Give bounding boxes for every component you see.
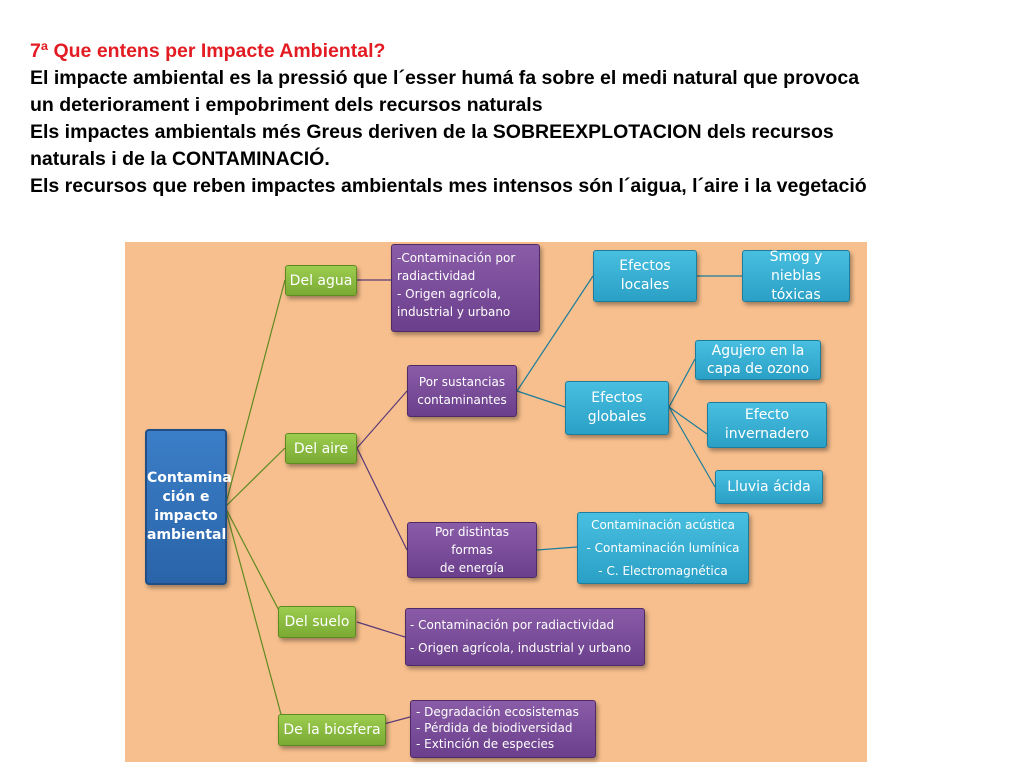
root-line-3: impacto: [154, 508, 218, 524]
agua-detail-3: - Origen agrícola,: [397, 287, 501, 301]
severe-impacts-line-1: Els impactes ambientals més Greus deriven de la SOBREEXPLOTACION dels recursos: [30, 121, 834, 143]
root-node-contaminacion-impacto-ambiental: [145, 429, 232, 585]
energia-line-1: Por distintas formas: [434, 525, 510, 557]
agujero-line-2: capa de ozono: [706, 361, 810, 377]
root-line-4: ambiental: [147, 527, 227, 543]
efectos-locales-line-1: Efectos: [619, 258, 671, 274]
branch-del-aire: Del aire: [285, 433, 357, 464]
smog-line-2: tóxicas: [771, 286, 821, 303]
agujero-line-1: Agujero en la: [711, 343, 805, 359]
suelo-detail-1: - Contaminación por radiactividad: [410, 618, 615, 632]
biosfera-detail-2: - Pérdida de biodiversidad: [416, 721, 573, 735]
branch-del-agua: Del agua: [285, 265, 357, 296]
concept-map: [125, 242, 867, 762]
severe-impacts-line-2: naturals i de la CONTAMINACIÓ.: [30, 148, 330, 170]
energia-line-2: de energía: [439, 561, 505, 575]
agujero-ozono-node: [695, 340, 821, 380]
lluvia-acida-node: Lluvia ácida: [715, 470, 823, 504]
efectos-locales-line-2: locales: [620, 277, 670, 293]
aire-sustancias-contaminantes: [407, 365, 517, 417]
biosfera-details: [410, 700, 596, 758]
heading-text: [30, 38, 1000, 200]
smog-nieblas-node: [742, 250, 850, 302]
definition-line-1: El impacte ambiental es la pressió que l´esser humá fa sobre el medi natural que provoca: [30, 67, 860, 89]
sustancias-line-2: contaminantes: [417, 393, 507, 407]
efectos-locales-node: [593, 250, 697, 302]
question-title: 7ª Que entens per Impacte Ambiental?: [30, 40, 386, 62]
energia-effect-3: - C. Electromagnética: [598, 563, 728, 578]
root-line-2: ción e: [162, 489, 210, 505]
efectos-globales-line-2: globales: [587, 409, 647, 425]
invernadero-line-2: invernadero: [724, 426, 810, 442]
branch-de-la-biosfera: De la biosfera: [278, 714, 386, 746]
agua-detail-1: -Contaminación por: [397, 251, 516, 265]
efectos-globales-node: [565, 381, 669, 435]
root-line-1: Contamina: [147, 470, 232, 486]
sustancias-line-1: Por sustancias: [418, 375, 506, 389]
energia-effect-2: - Contaminación lumínica: [586, 540, 740, 555]
biosfera-detail-1: - Degradación ecosistemas: [416, 705, 579, 719]
agua-detail-4: industrial y urbano: [397, 305, 511, 319]
contaminacion-energia-effects: [577, 512, 749, 584]
invernadero-line-1: Efecto: [744, 407, 790, 423]
energia-effect-1: Contaminación acústica: [591, 517, 735, 532]
aire-formas-energia: [407, 522, 537, 578]
definition-line-2: un deteriorament i empobriment dels recursos naturals: [30, 94, 543, 116]
suelo-details: [405, 608, 645, 666]
agua-detail-2: radiactividad: [397, 269, 476, 283]
smog-line-1: Smog y nieblas: [769, 248, 823, 284]
resources-line: Els recursos que reben impactes ambientals mes intensos són l´aigua, l´aire i la vegetació: [30, 175, 867, 197]
agua-details: [391, 244, 540, 332]
efecto-invernadero-node: [707, 402, 827, 448]
efectos-globales-line-1: Efectos: [591, 390, 643, 406]
branch-del-suelo: Del suelo: [278, 606, 356, 638]
biosfera-detail-3: - Extinción de especies: [416, 737, 555, 751]
suelo-detail-2: - Origen agrícola, industrial y urbano: [410, 641, 632, 655]
